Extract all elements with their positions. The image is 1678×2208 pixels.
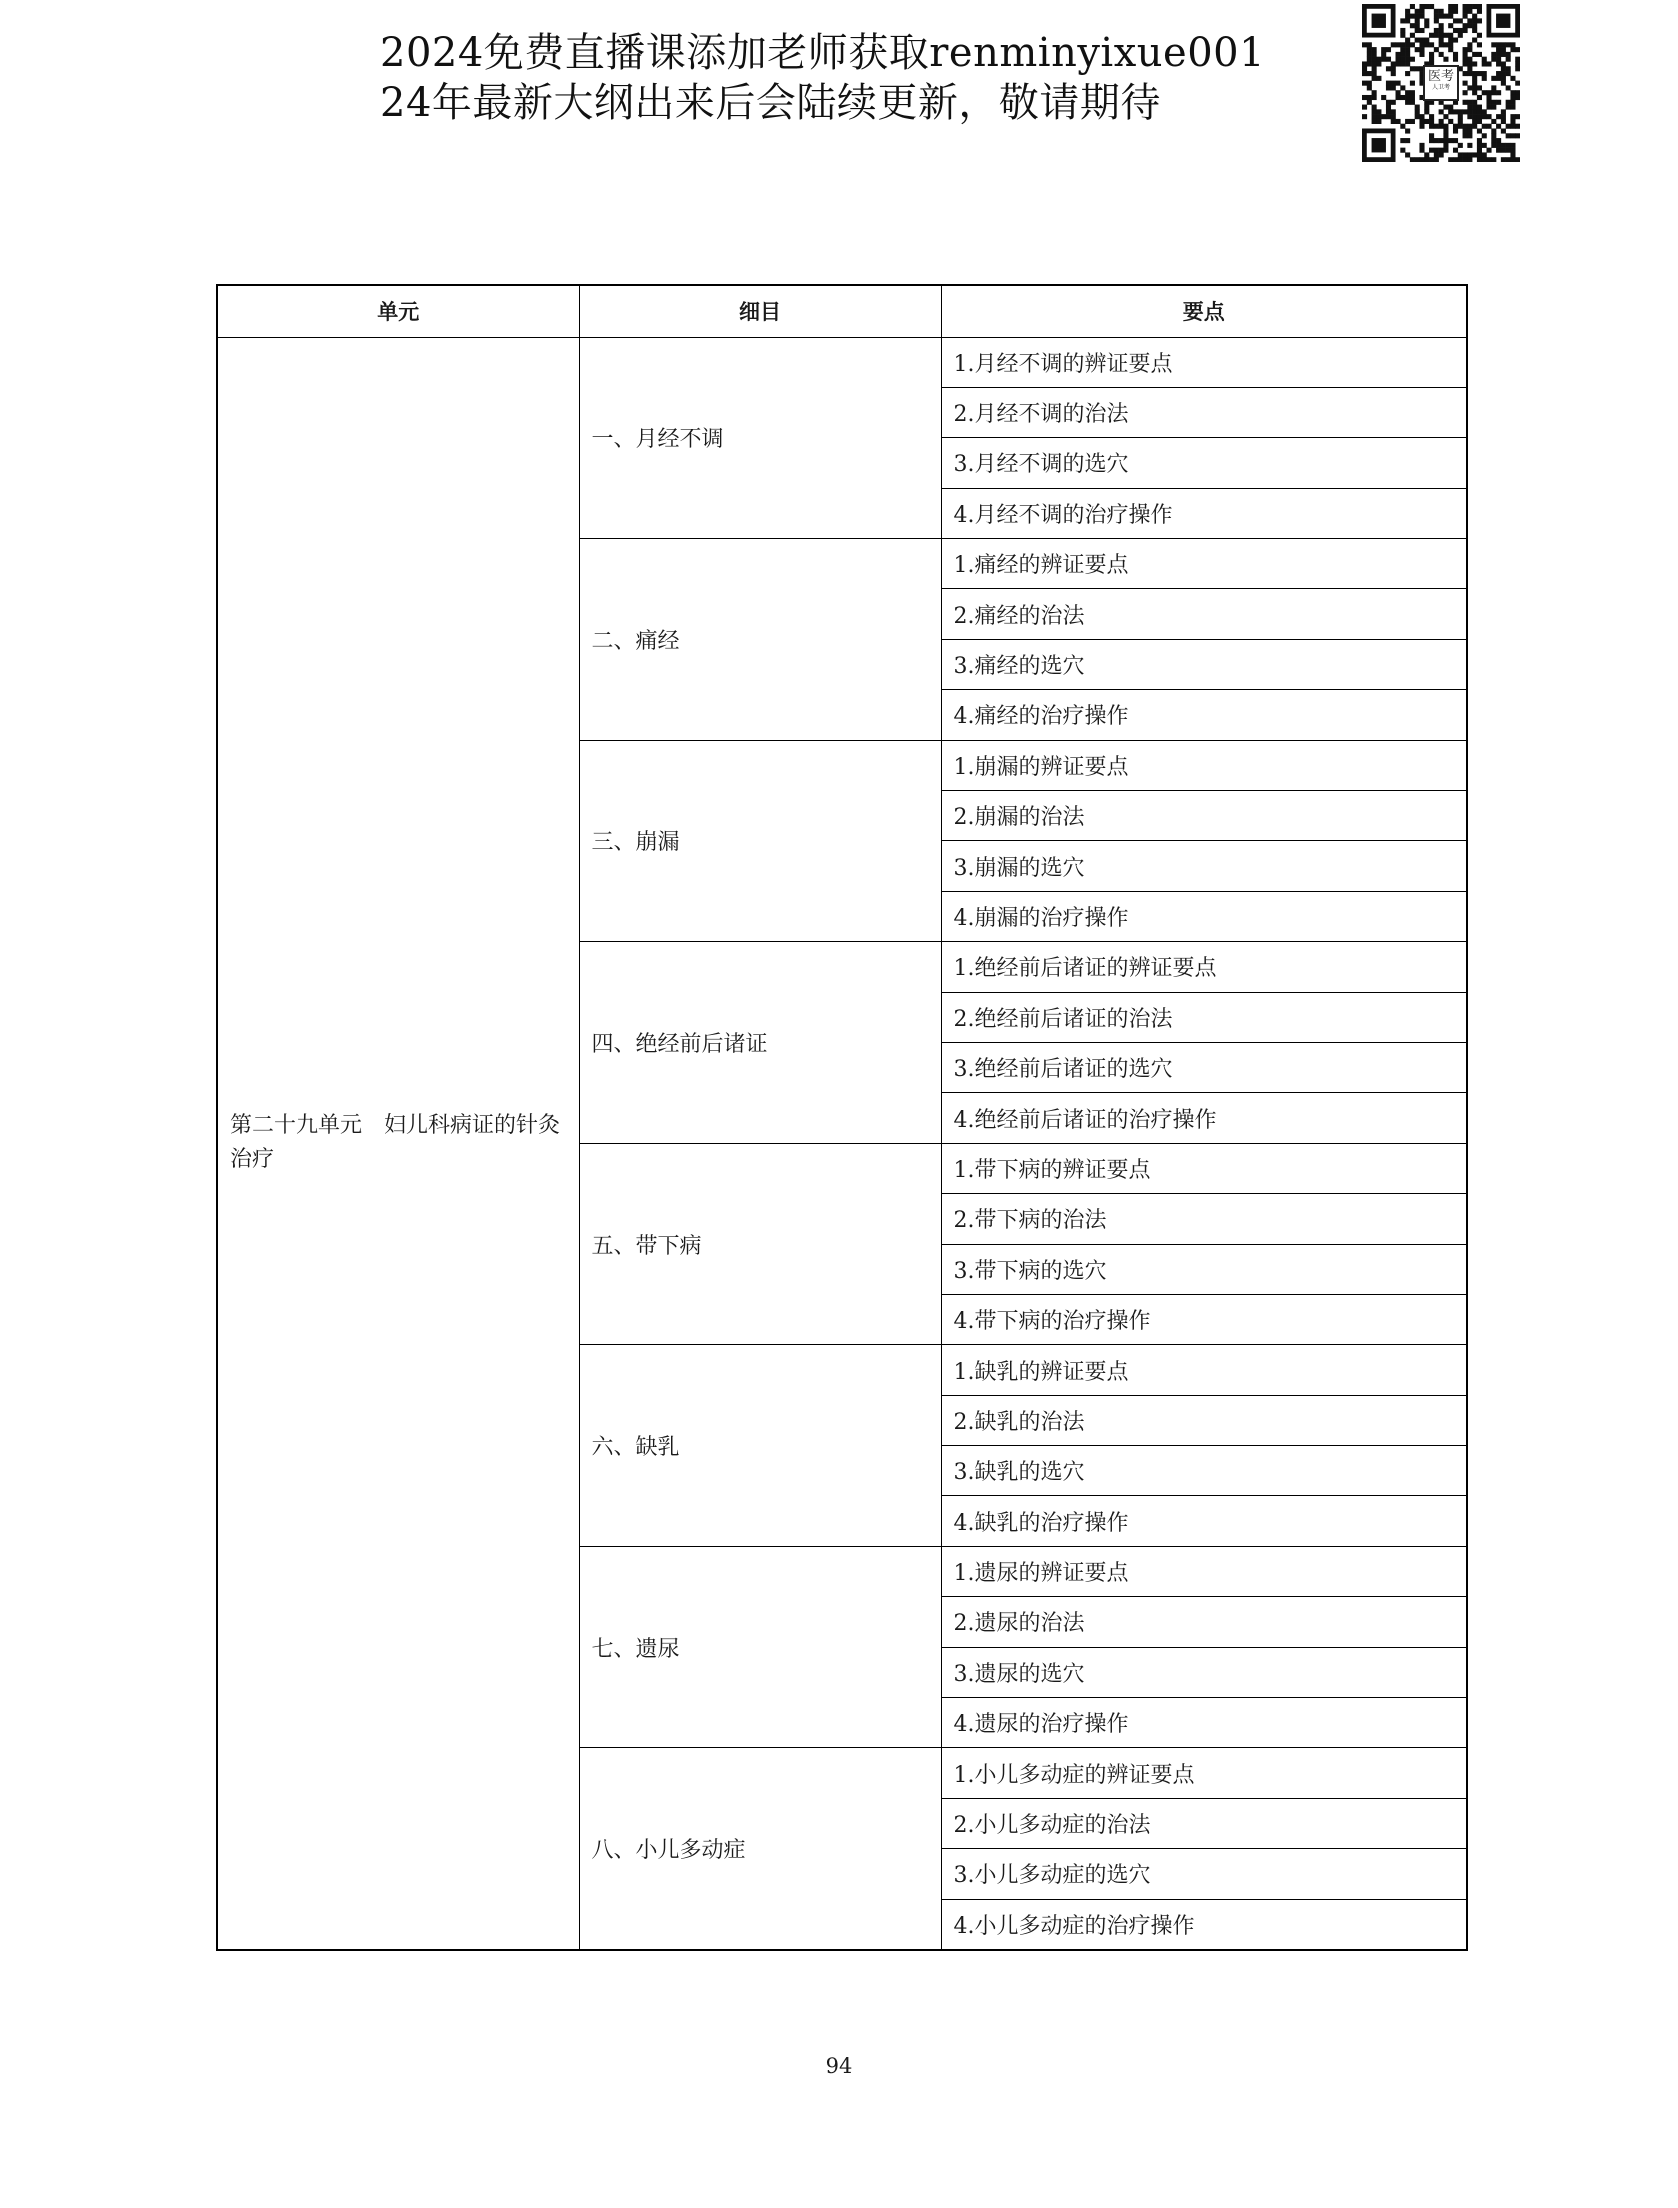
point-cell: 3.月经不调的选穴 xyxy=(941,438,1467,488)
point-cell: 1.带下病的辨证要点 xyxy=(941,1143,1467,1193)
table-row xyxy=(217,337,1467,387)
item-cell: 六、缺乳 xyxy=(579,1345,941,1547)
unit-cell: 第二十九单元 妇儿科病证的针灸治疗 xyxy=(217,337,579,1950)
point-cell: 4.遗尿的治疗操作 xyxy=(941,1698,1467,1748)
column-header-unit: 单元 xyxy=(217,285,579,337)
point-cell: 3.绝经前后诸证的选穴 xyxy=(941,1042,1467,1092)
point-cell: 4.崩漏的治疗操作 xyxy=(941,891,1467,941)
point-cell: 1.崩漏的辨证要点 xyxy=(941,740,1467,790)
point-cell: 4.小儿多动症的治疗操作 xyxy=(941,1899,1467,1949)
point-cell: 2.遗尿的治法 xyxy=(941,1597,1467,1647)
promo-header-line-1: 2024免费直播课添加老师获取renminyixue001 xyxy=(380,30,1266,76)
point-cell: 4.月经不调的治疗操作 xyxy=(941,488,1467,538)
point-cell: 3.带下病的选穴 xyxy=(941,1244,1467,1294)
point-cell: 1.月经不调的辨证要点 xyxy=(941,337,1467,387)
point-cell: 3.痛经的选穴 xyxy=(941,639,1467,689)
point-cell: 2.崩漏的治法 xyxy=(941,791,1467,841)
point-cell: 2.带下病的治法 xyxy=(941,1194,1467,1244)
point-cell: 3.遗尿的选穴 xyxy=(941,1647,1467,1697)
table-header-row xyxy=(217,285,1467,337)
table-body xyxy=(217,337,1467,1950)
page-number: 94 xyxy=(825,2054,853,2078)
point-cell: 2.痛经的治法 xyxy=(941,589,1467,639)
column-header-item: 细目 xyxy=(579,285,941,337)
point-cell: 3.缺乳的选穴 xyxy=(941,1446,1467,1496)
item-cell: 四、绝经前后诸证 xyxy=(579,942,941,1144)
point-cell: 2.月经不调的治法 xyxy=(941,387,1467,437)
item-cell: 八、小儿多动症 xyxy=(579,1748,941,1950)
point-cell: 4.带下病的治疗操作 xyxy=(941,1294,1467,1344)
item-cell: 三、崩漏 xyxy=(579,740,941,942)
point-cell: 2.缺乳的治法 xyxy=(941,1395,1467,1445)
item-cell: 七、遗尿 xyxy=(579,1546,941,1748)
point-cell: 1.绝经前后诸证的辨证要点 xyxy=(941,942,1467,992)
column-header-points: 要点 xyxy=(941,285,1467,337)
qr-code xyxy=(1362,4,1520,162)
point-cell: 1.小儿多动症的辨证要点 xyxy=(941,1748,1467,1798)
qr-logo-text: 医考 xyxy=(1427,69,1454,84)
point-cell: 3.小儿多动症的选穴 xyxy=(941,1849,1467,1899)
qr-logo-subtext: 人卫考 xyxy=(1431,84,1450,91)
promo-header-line-2: 24年最新大纲出来后会陆续更新，敬请期待 xyxy=(380,80,1161,126)
qr-logo xyxy=(1423,65,1459,101)
promo-header xyxy=(380,28,1265,128)
item-cell: 一、月经不调 xyxy=(579,337,941,539)
point-cell: 1.缺乳的辨证要点 xyxy=(941,1345,1467,1395)
syllabus-table xyxy=(216,284,1468,1951)
point-cell: 1.痛经的辨证要点 xyxy=(941,539,1467,589)
point-cell: 4.绝经前后诸证的治疗操作 xyxy=(941,1093,1467,1143)
item-cell: 五、带下病 xyxy=(579,1143,941,1345)
point-cell: 4.缺乳的治疗操作 xyxy=(941,1496,1467,1546)
point-cell: 4.痛经的治疗操作 xyxy=(941,690,1467,740)
point-cell: 3.崩漏的选穴 xyxy=(941,841,1467,891)
point-cell: 2.绝经前后诸证的治法 xyxy=(941,992,1467,1042)
point-cell: 1.遗尿的辨证要点 xyxy=(941,1546,1467,1596)
item-cell: 二、痛经 xyxy=(579,539,941,741)
point-cell: 2.小儿多动症的治法 xyxy=(941,1798,1467,1848)
